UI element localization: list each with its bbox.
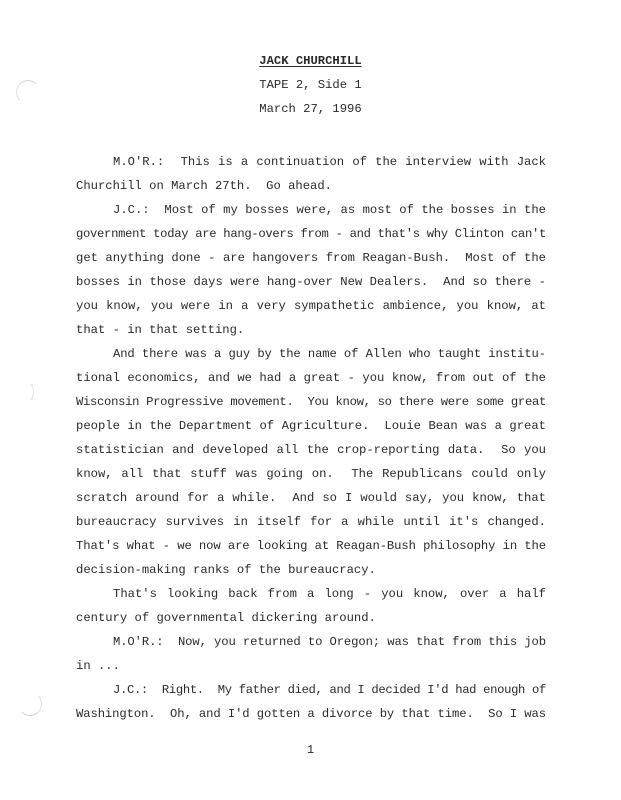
punch-hole-mark xyxy=(18,692,42,716)
transcript-line: scratch around for a while. And so I would say, you know, that xyxy=(76,491,546,505)
transcript-line: Wisconsin Progressive movement. You know, so there were some great xyxy=(76,395,546,409)
transcript-line: And there was a guy by the name of Allen who taught institu- xyxy=(113,347,546,361)
transcript-line: century of governmental dickering around. xyxy=(76,611,376,625)
transcript-line: M.O'R.: This is a continuation of the interview with Jack xyxy=(113,155,546,169)
transcript-line: people in the Department of Agriculture. Louie Bean was a great xyxy=(76,419,546,433)
transcript-line: Washington. Oh, and I'd gotten a divorce by that time. So I was xyxy=(76,707,546,721)
transcript-line: Churchill on March 27th. Go ahead. xyxy=(76,179,332,193)
transcript-line: government today are hang-overs from - and that's why Clinton can't xyxy=(76,227,546,241)
transcript-line: in ... xyxy=(76,659,120,673)
document-title-text: JACK CHURCHILL xyxy=(259,54,362,68)
transcript-line: statistician and developed all the crop-reporting data. So you xyxy=(76,443,546,457)
transcript-line: that - in that setting. xyxy=(76,323,245,337)
transcript-line: M.O'R.: Now, you returned to Oregon; was that from this job xyxy=(113,635,546,649)
transcript-line: That's looking back from a long - you know, over a half xyxy=(113,587,546,601)
document-title xyxy=(0,54,621,68)
transcript-line: bureaucracy survives in itself for a while until it's changed. xyxy=(76,515,546,529)
tape-label: TAPE 2, Side 1 xyxy=(259,78,362,92)
transcript-line: tional economics, and we had a great - you know, from out of the xyxy=(76,371,546,385)
transcript-line: J.C.: Most of my bosses were, as most of the bosses in the xyxy=(113,203,546,217)
transcript-line: decision-making ranks of the bureaucracy. xyxy=(76,563,376,577)
transcript-line: you know, you were in a very sympathetic ambience, you know, at xyxy=(76,299,546,313)
punch-hole-mark xyxy=(14,380,34,404)
transcript-line: bosses in those days were hang-over New Dealers. And so there - xyxy=(76,275,546,289)
transcript-line: get anything done - are hangovers from Reagan-Bush. Most of the xyxy=(76,251,546,265)
transcript-body xyxy=(76,150,546,726)
interview-date: March 27, 1996 xyxy=(259,102,362,116)
transcript-line: That's what - we now are looking at Reagan-Bush philosophy in the xyxy=(76,539,546,553)
page-number: 1 xyxy=(306,743,315,757)
transcript-line: know, all that stuff was going on. The Republicans could only xyxy=(76,467,546,481)
transcript-line: J.C.: Right. My father died, and I decided I'd had enough of xyxy=(113,683,546,697)
